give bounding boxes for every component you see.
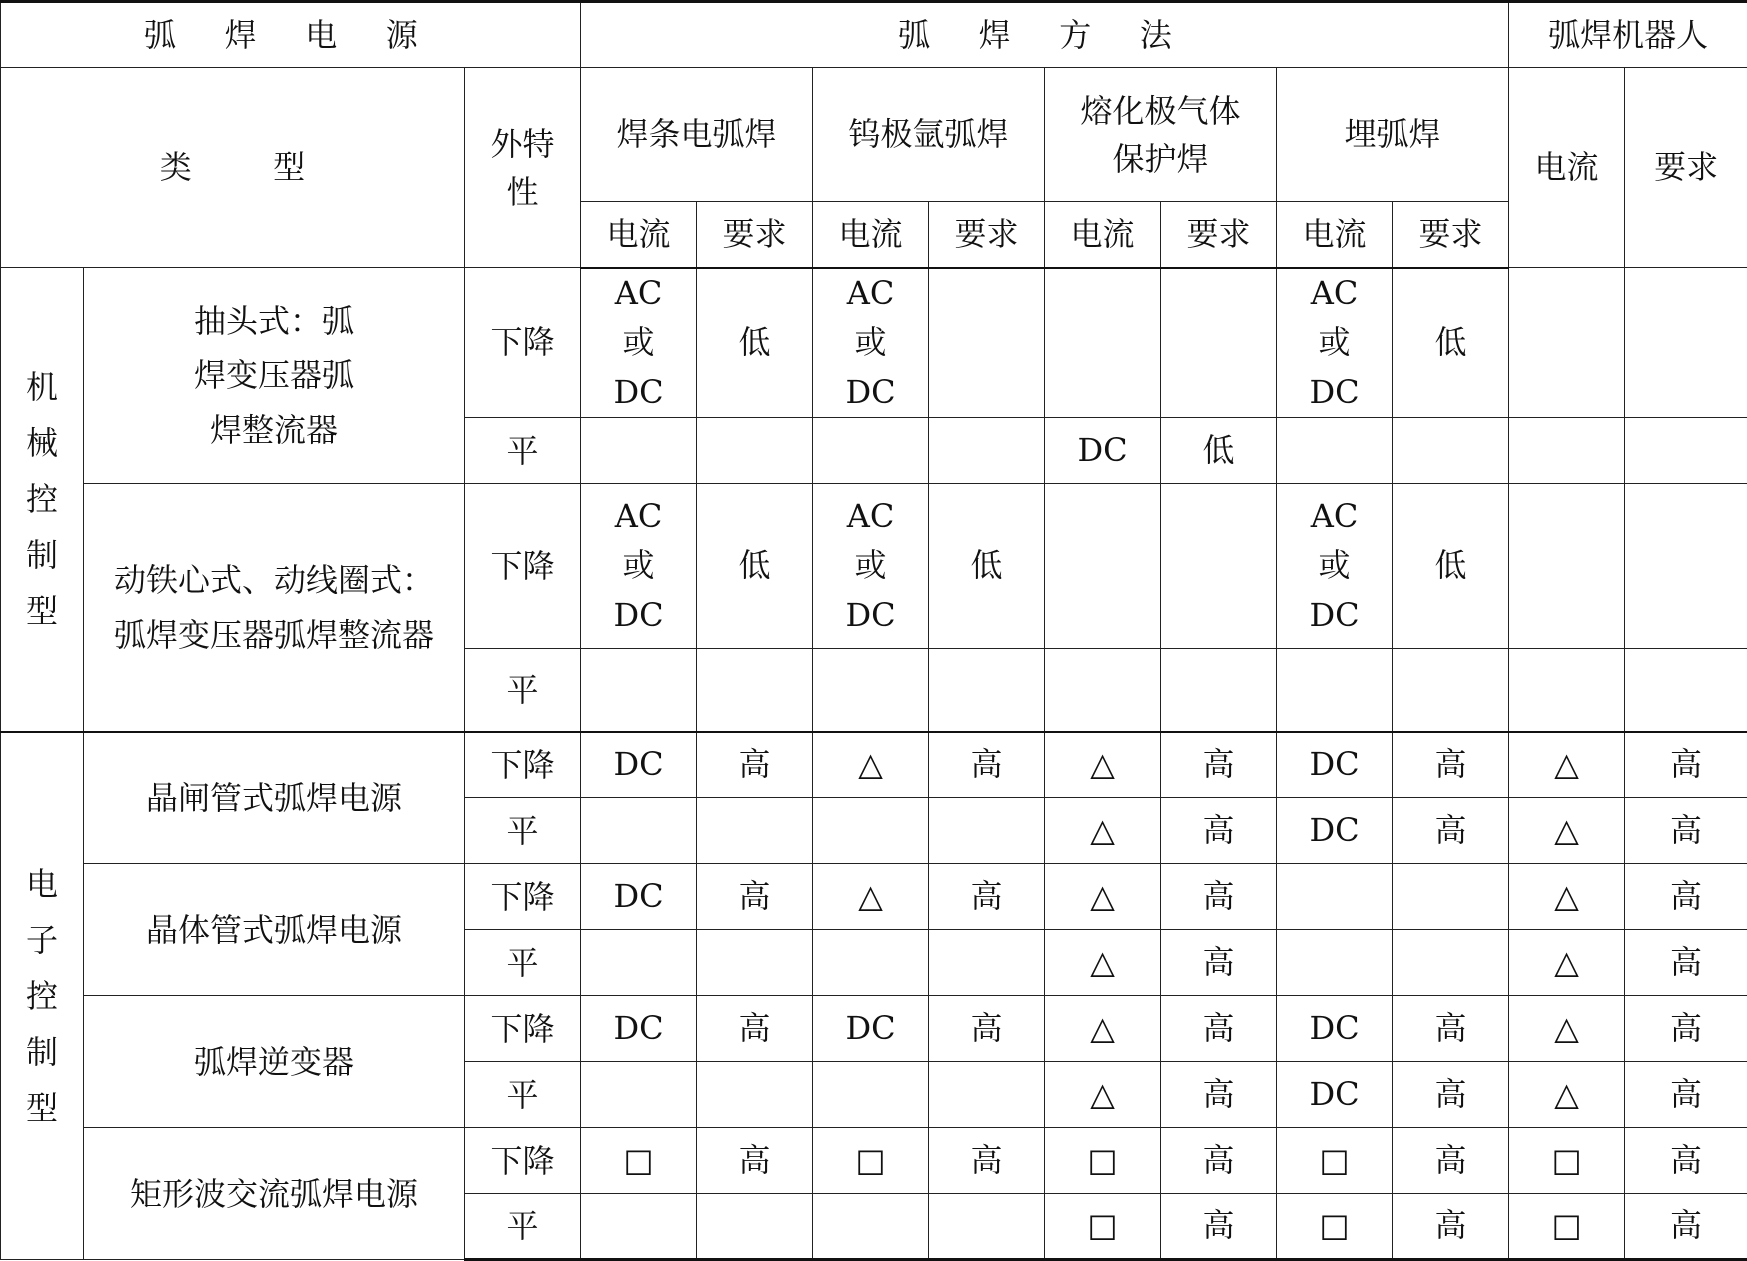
value-cell: DC <box>1277 798 1393 864</box>
header-robot-requirement: 要求 <box>1625 68 1747 268</box>
value-cell: 高 <box>697 1128 813 1194</box>
value-cell: □ <box>1045 1128 1161 1194</box>
value-cell: 高 <box>929 1128 1045 1194</box>
value-cell: AC 或 DC <box>1277 268 1393 418</box>
value-cell <box>1045 268 1161 418</box>
value-cell <box>581 798 697 864</box>
value-cell: 高 <box>1625 1062 1747 1128</box>
header-characteristic: 外特性 <box>465 68 581 268</box>
header-current: 电流 <box>1277 202 1393 268</box>
value-cell <box>697 418 813 484</box>
value-cell: 低 <box>929 484 1045 649</box>
value-cell: DC <box>1277 732 1393 798</box>
value-cell <box>813 649 929 732</box>
header-saw-welding: 埋弧焊 <box>1277 68 1509 202</box>
header-stick-welding: 焊条电弧焊 <box>581 68 813 202</box>
value-cell: △ <box>1509 798 1625 864</box>
value-cell: □ <box>813 1128 929 1194</box>
value-cell <box>1393 418 1509 484</box>
characteristic-cell: 平 <box>465 1062 581 1128</box>
value-cell <box>929 418 1045 484</box>
value-cell <box>1509 418 1625 484</box>
type-cell: 动铁心式、动线圈式：弧焊变压器弧焊整流器 <box>84 484 465 732</box>
characteristic-cell: 平 <box>465 649 581 732</box>
value-cell: AC 或 DC <box>581 268 697 418</box>
type-cell: 矩形波交流弧焊电源 <box>84 1128 465 1260</box>
value-cell: △ <box>1509 732 1625 798</box>
header-requirement: 要求 <box>1393 202 1509 268</box>
value-cell: △ <box>1045 864 1161 930</box>
value-cell: 高 <box>929 864 1045 930</box>
value-cell <box>929 930 1045 996</box>
value-cell: △ <box>1045 798 1161 864</box>
value-cell: 高 <box>1625 798 1747 864</box>
value-cell <box>1625 268 1747 418</box>
value-cell: △ <box>1509 930 1625 996</box>
value-cell <box>697 649 813 732</box>
value-cell <box>1277 930 1393 996</box>
type-cell: 晶体管式弧焊电源 <box>84 864 465 996</box>
value-cell: 高 <box>1393 996 1509 1062</box>
characteristic-cell: 下降 <box>465 1128 581 1194</box>
header-requirement: 要求 <box>929 202 1045 268</box>
value-cell: 高 <box>1625 1128 1747 1194</box>
value-cell: △ <box>1045 732 1161 798</box>
header-current: 电流 <box>581 202 697 268</box>
value-cell: AC 或 DC <box>813 484 929 649</box>
value-cell: □ <box>1277 1128 1393 1194</box>
value-cell <box>1509 268 1625 418</box>
value-cell: 低 <box>697 484 813 649</box>
value-cell: 高 <box>929 996 1045 1062</box>
value-cell <box>697 930 813 996</box>
value-cell <box>1393 930 1509 996</box>
value-cell: 低 <box>697 268 813 418</box>
value-cell <box>1625 484 1747 649</box>
characteristic-cell: 平 <box>465 930 581 996</box>
header-welding-robot: 弧焊机器人 <box>1509 2 1747 68</box>
header-robot-current: 电流 <box>1509 68 1625 268</box>
header-welding-methods: 弧 焊 方 法 <box>581 2 1509 68</box>
value-cell: △ <box>1045 1062 1161 1128</box>
value-cell: 高 <box>1161 864 1277 930</box>
value-cell <box>813 798 929 864</box>
value-cell <box>1625 649 1747 732</box>
value-cell <box>697 798 813 864</box>
value-cell: 高 <box>697 732 813 798</box>
type-cell: 晶闸管式弧焊电源 <box>84 732 465 864</box>
value-cell <box>581 1194 697 1260</box>
value-cell: 低 <box>1393 484 1509 649</box>
value-cell <box>1509 484 1625 649</box>
value-cell <box>581 930 697 996</box>
characteristic-cell: 平 <box>465 798 581 864</box>
characteristic-cell: 平 <box>465 1194 581 1260</box>
value-cell <box>697 1062 813 1128</box>
value-cell <box>1625 418 1747 484</box>
header-current: 电流 <box>813 202 929 268</box>
value-cell <box>1161 268 1277 418</box>
value-cell <box>581 1062 697 1128</box>
value-cell <box>813 1194 929 1260</box>
value-cell <box>1393 864 1509 930</box>
value-cell: 低 <box>1161 418 1277 484</box>
value-cell: 高 <box>1393 1194 1509 1260</box>
value-cell: DC <box>1277 996 1393 1062</box>
value-cell <box>929 1194 1045 1260</box>
value-cell: 高 <box>1625 930 1747 996</box>
value-cell <box>929 268 1045 418</box>
characteristic-cell: 平 <box>465 418 581 484</box>
value-cell <box>929 1062 1045 1128</box>
value-cell: 高 <box>1393 1128 1509 1194</box>
value-cell: □ <box>1509 1194 1625 1260</box>
value-cell <box>813 930 929 996</box>
value-cell <box>581 649 697 732</box>
header-type: 类 型 <box>1 68 465 268</box>
value-cell <box>1161 484 1277 649</box>
value-cell: △ <box>1509 864 1625 930</box>
value-cell: 高 <box>1625 996 1747 1062</box>
value-cell: DC <box>581 996 697 1062</box>
value-cell: △ <box>1509 996 1625 1062</box>
value-cell: 高 <box>697 996 813 1062</box>
value-cell: 高 <box>1161 732 1277 798</box>
value-cell: 高 <box>1161 1194 1277 1260</box>
value-cell <box>1161 649 1277 732</box>
value-cell: □ <box>1277 1194 1393 1260</box>
value-cell <box>813 1062 929 1128</box>
value-cell <box>1277 864 1393 930</box>
value-cell: 高 <box>929 732 1045 798</box>
value-cell: 低 <box>1393 268 1509 418</box>
value-cell: △ <box>1045 996 1161 1062</box>
value-cell <box>929 649 1045 732</box>
value-cell: 高 <box>1393 1062 1509 1128</box>
value-cell <box>697 1194 813 1260</box>
characteristic-cell: 下降 <box>465 996 581 1062</box>
type-cell: 弧焊逆变器 <box>84 996 465 1128</box>
value-cell: 高 <box>697 864 813 930</box>
value-cell <box>1277 418 1393 484</box>
value-cell: □ <box>1509 1128 1625 1194</box>
value-cell: 高 <box>1625 732 1747 798</box>
value-cell: AC 或 DC <box>581 484 697 649</box>
value-cell: □ <box>1045 1194 1161 1260</box>
value-cell: AC 或 DC <box>1277 484 1393 649</box>
group-mechanical: 机械控制型 <box>1 268 84 732</box>
header-requirement: 要求 <box>1161 202 1277 268</box>
header-requirement: 要求 <box>697 202 813 268</box>
header-current: 电流 <box>1045 202 1161 268</box>
value-cell: DC <box>813 996 929 1062</box>
characteristic-cell: 下降 <box>465 864 581 930</box>
value-cell <box>1393 649 1509 732</box>
value-cell: △ <box>813 732 929 798</box>
type-cell: 抽头式：弧焊变压器弧焊整流器 <box>84 268 465 484</box>
value-cell: △ <box>1509 1062 1625 1128</box>
value-cell: DC <box>1045 418 1161 484</box>
value-cell: DC <box>581 864 697 930</box>
characteristic-cell: 下降 <box>465 732 581 798</box>
value-cell: 高 <box>1161 1062 1277 1128</box>
value-cell: 高 <box>1625 1194 1747 1260</box>
value-cell: 高 <box>1161 930 1277 996</box>
characteristic-cell: 下降 <box>465 268 581 418</box>
value-cell: 高 <box>1161 996 1277 1062</box>
value-cell <box>1045 484 1161 649</box>
value-cell: AC 或 DC <box>813 268 929 418</box>
value-cell: DC <box>581 732 697 798</box>
value-cell <box>1509 649 1625 732</box>
value-cell: 高 <box>1625 864 1747 930</box>
value-cell: 高 <box>1393 798 1509 864</box>
value-cell <box>581 418 697 484</box>
value-cell <box>929 798 1045 864</box>
group-electronic: 电子控制型 <box>1 732 84 1260</box>
value-cell <box>1045 649 1161 732</box>
value-cell: 高 <box>1161 798 1277 864</box>
value-cell: 高 <box>1393 732 1509 798</box>
value-cell: □ <box>581 1128 697 1194</box>
characteristic-cell: 下降 <box>465 484 581 649</box>
value-cell: △ <box>813 864 929 930</box>
header-gmaw-welding: 熔化极气体保护焊 <box>1045 68 1277 202</box>
header-tig-welding: 钨极氩弧焊 <box>813 68 1045 202</box>
header-power-source: 弧 焊 电 源 <box>1 2 581 68</box>
value-cell: 高 <box>1161 1128 1277 1194</box>
value-cell <box>1277 649 1393 732</box>
value-cell <box>813 418 929 484</box>
value-cell: △ <box>1045 930 1161 996</box>
value-cell: DC <box>1277 1062 1393 1128</box>
